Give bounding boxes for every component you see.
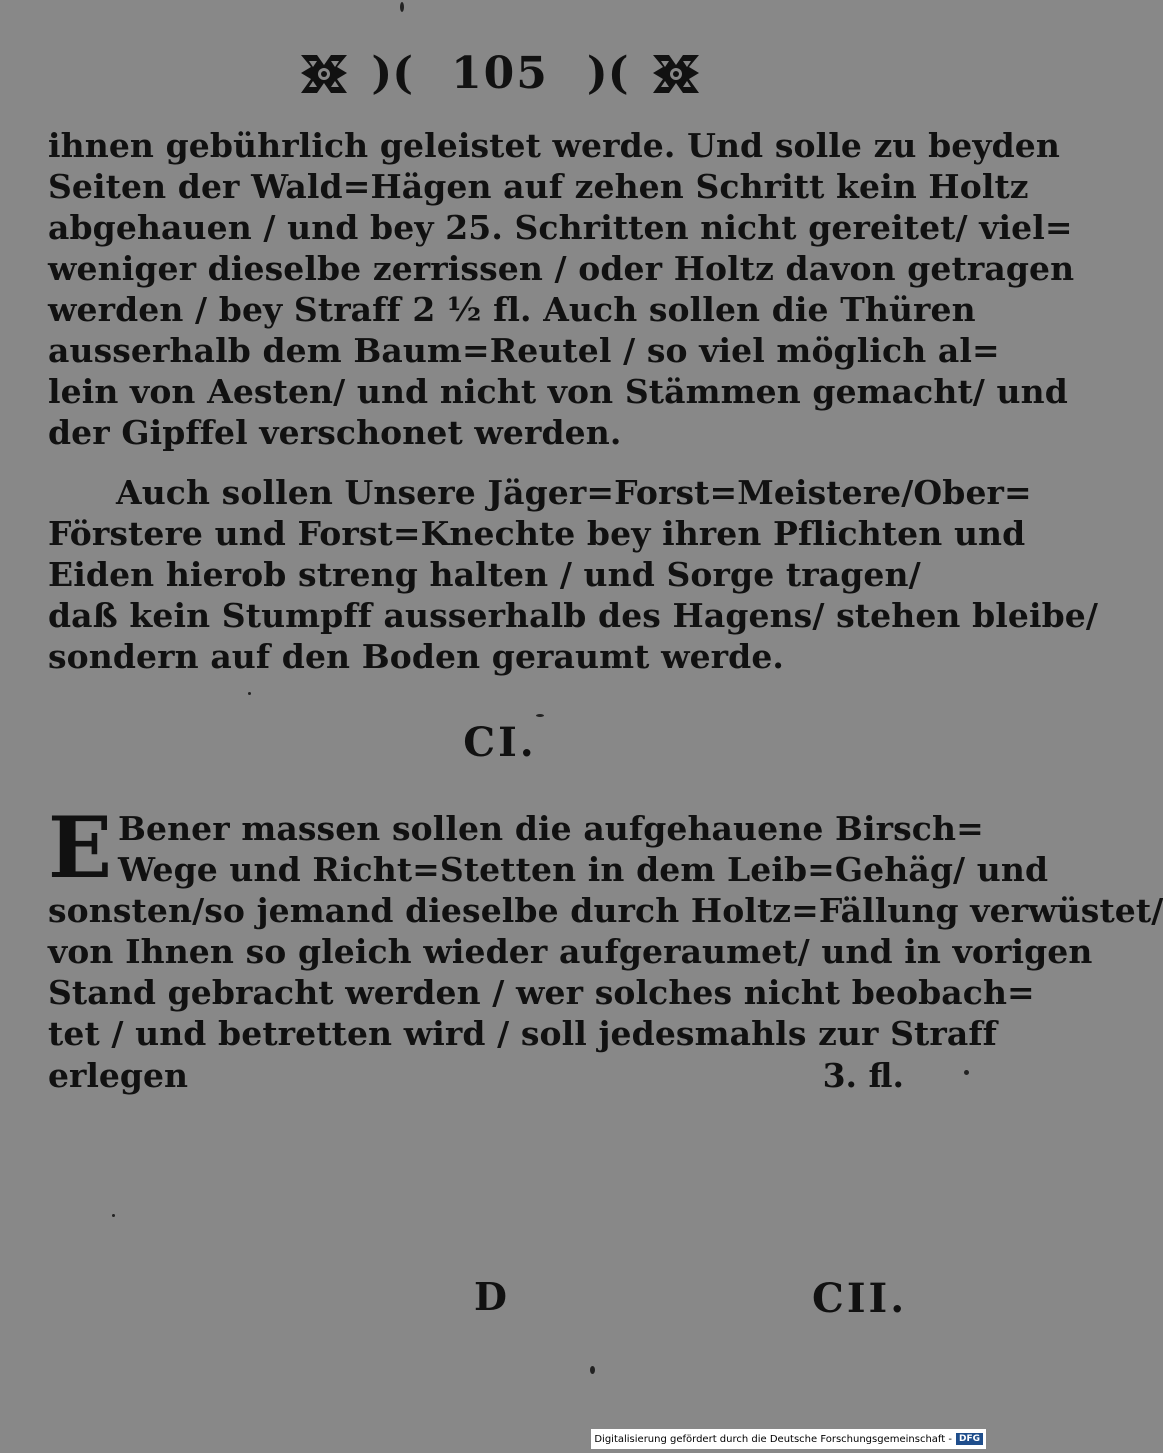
text-line: daß kein Stumpff ausserhalb des Hagens/ stehen bleibe/ [48, 596, 1099, 635]
text-line: Stand gebracht werden / wer solches nicht beobach= [48, 973, 1035, 1012]
page-number: 105 [451, 48, 549, 99]
drop-capital: E [48, 798, 113, 897]
dfg-logo-icon: DFG [956, 1433, 983, 1445]
paragraph-forest-officials [48, 472, 1099, 677]
text-line: Förstere und Forst=Knechte bey ihren Pflichten und [48, 514, 1026, 553]
digitization-footer [591, 1429, 986, 1449]
text-line: sonsten/so jemand dieselbe durch Holtz=Fällung verwüstet/ [48, 891, 1163, 930]
scan-speck [536, 714, 544, 717]
section-paragraph [48, 798, 1163, 1054]
left-bracket: )( [371, 48, 414, 99]
text-line: von Ihnen so gleich wieder aufgeraumet/ und in vorigen [48, 932, 1093, 971]
scan-speck [964, 1070, 969, 1075]
text-line: Wege und Richt=Stetten in dem Leib=Gehäg/ und [118, 850, 1049, 889]
text-line: weniger dieselbe zerrissen / oder Holtz davon getragen [48, 249, 1075, 288]
left-ornament-icon [295, 49, 353, 99]
fine-label: erlegen [48, 1056, 188, 1095]
footer-text: Digitalisierung gefördert durch die Deutsche Forschungsgemeinschaft - [594, 1433, 952, 1445]
text-line: werden / bey Straff 2 ½ fl. Auch sollen die Thüren [48, 290, 976, 329]
right-bracket: )( [586, 48, 629, 99]
text-line: lein von Aesten/ und nicht von Stämmen gemacht/ und [48, 372, 1068, 411]
text-line: ausserhalb dem Baum=Reutel / so viel möglich al= [48, 331, 1000, 370]
text-line: abgehauen / und bey 25. Schritten nicht gereitet/ viel= [48, 208, 1073, 247]
text-line: Seiten der Wald=Hägen auf zehen Schritt kein Holtz [48, 167, 1029, 206]
fine-amount: 3. fl. [822, 1056, 904, 1095]
right-ornament-icon [647, 49, 705, 99]
text-line: Eiden hierob streng halten / und Sorge tragen/ [48, 555, 921, 594]
catchword: CII. [812, 1275, 908, 1322]
signature-mark: D [474, 1274, 507, 1319]
text-line: Bener massen sollen die aufgehauene Birsch= [118, 809, 984, 848]
section-heading: CI. [463, 719, 537, 766]
text-line: tet / und betretten wird / soll jedesmahls zur Straff [48, 1014, 997, 1053]
scan-speck [590, 1366, 595, 1374]
text-line: Auch sollen Unsere Jäger=Forst=Meistere/Ober= [116, 473, 1032, 512]
scan-speck [112, 1214, 115, 1217]
page-header [0, 44, 1000, 104]
text-line: ihnen gebührlich geleistet werde. Und solle zu beyden [48, 126, 1060, 165]
text-line: sondern auf den Boden geraumt werde. [48, 637, 785, 676]
paragraph-continuation [48, 125, 1075, 453]
scan-speck [248, 692, 251, 695]
fine-line [48, 1055, 904, 1096]
scan-speck [400, 2, 404, 12]
text-line: der Gipffel verschonet werden. [48, 413, 622, 452]
